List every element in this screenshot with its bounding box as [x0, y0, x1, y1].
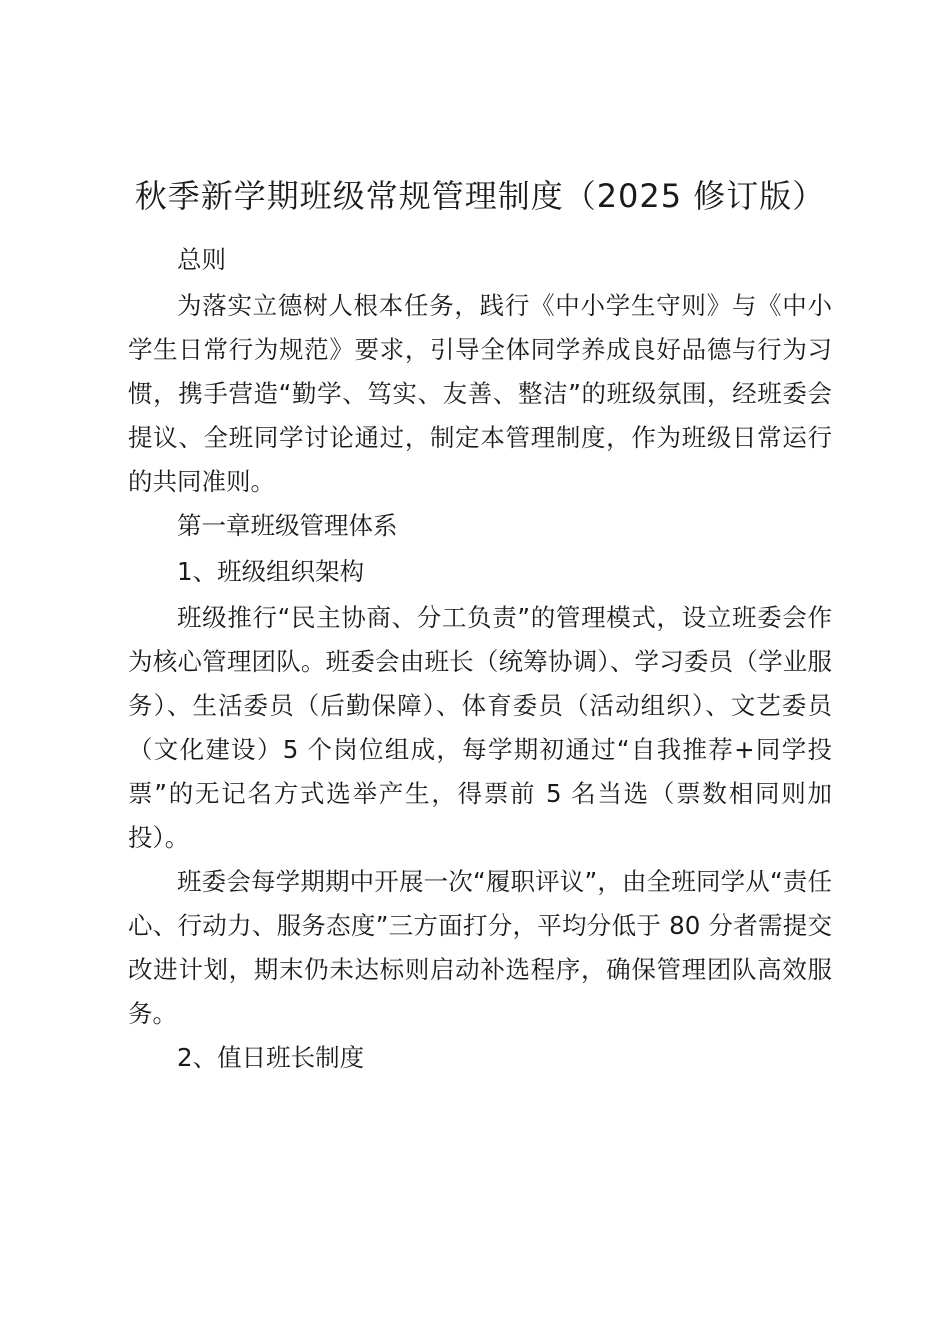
paragraph-general: 为落实立德树人根本任务，践行《中小学生守则》与《中小学生日常行为规范》要求，引导全体同学养成良好品德与行为习惯，携手营造“勤学、笃实、友善、整洁”的班级氛围，经班委会提议、全班同学讨论通过，制定本管理制度，作为班级日常运行的共同准则。: [128, 291, 832, 496]
document-page: [128, 170, 832, 1082]
section-heading-general: 总则: [177, 245, 226, 274]
paragraph-1-1-b: 班委会每学期期中开展一次“履职评议”，由全班同学从“责任心、行动力、服务态度”三方面打分，平均分低于 80 分者需提交改进计划，期末仍未达标则启动补选程序，确保管理团队高效服务。: [128, 867, 832, 1028]
section-heading-1-1: 1、班级组织架构: [177, 557, 365, 586]
paragraph-1-1-a: 班级推行“民主协商、分工负责”的管理模式，设立班委会作为核心管理团队。班委会由班长（统筹协调）、学习委员（学业服务）、生活委员（后勤保障）、体育委员（活动组织）、文艺委员（文化建设）5 个岗位组成，每学期初通过“自我推荐+同学投票”的无记名方式选举产生，得票前 5 名当选（票数相同则加投）。: [128, 603, 832, 852]
section-heading-1-2: 2、值日班长制度: [177, 1043, 365, 1072]
document-title: 秋季新学期班级常规管理制度（2025 修订版）: [134, 177, 826, 215]
chapter-heading-1: 第一章班级管理体系: [177, 511, 398, 540]
